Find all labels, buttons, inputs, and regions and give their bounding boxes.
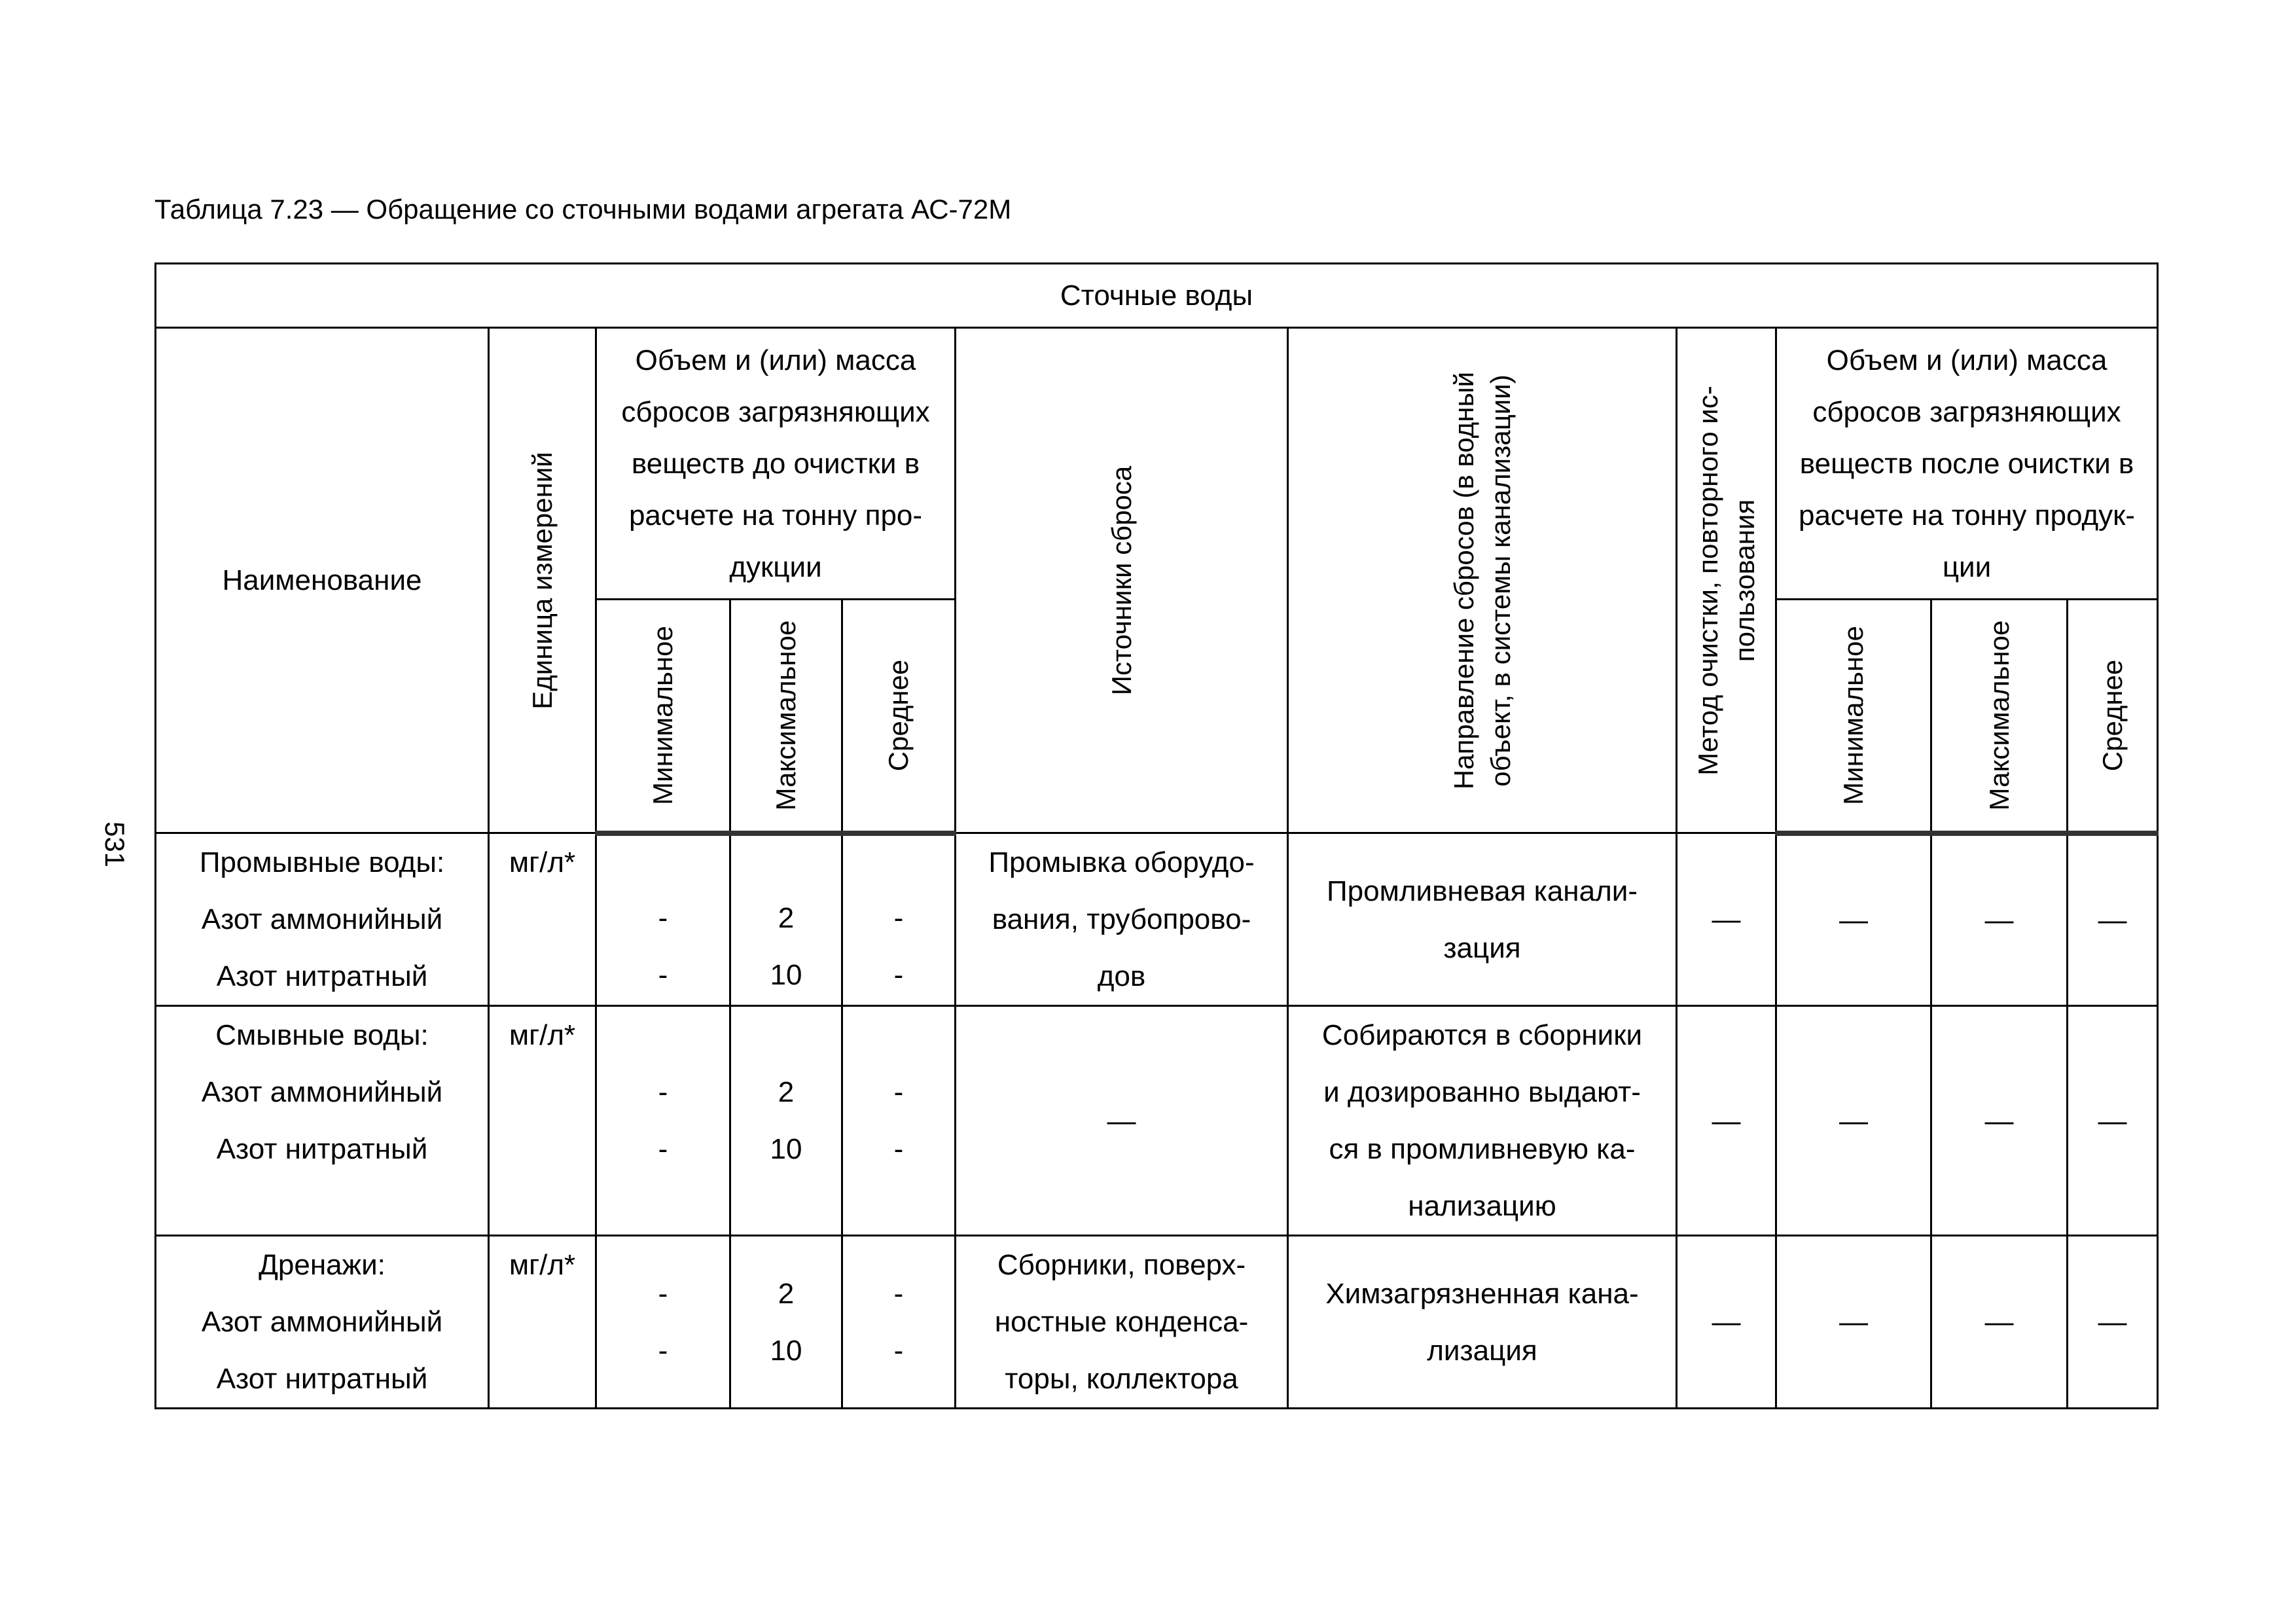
header-before: Объем и (или) масса сбросов загрязняющих веществ до очистки в расчете на тонну про-дукции: [596, 328, 956, 600]
header-after-min-text: Минимальное: [1838, 625, 1869, 805]
row-unit: мг/л*: [489, 1236, 596, 1409]
row-after-max: —: [1931, 1006, 2068, 1236]
row-source: [956, 833, 1288, 1006]
row-unit: мг/л*: [489, 1006, 596, 1236]
row-method: —: [1677, 1006, 1776, 1236]
row-after-min: —: [1776, 833, 1931, 1006]
row-after-min: —: [1776, 1236, 1931, 1409]
header-after-avg-text: Среднее: [2096, 659, 2128, 772]
page-number: 531: [99, 821, 130, 868]
row-before-max: [730, 1006, 842, 1236]
row-after-avg: —: [2068, 1006, 2158, 1236]
table-caption: Таблица 7.23 — Обращение со сточными водами агрегата АС-72М: [154, 194, 1012, 225]
header-after: Объем и (или) масса сбросов загрязняющих веществ после очистки в расчете на тонну продук-ции: [1776, 328, 2158, 600]
row-before-avg: [842, 1236, 956, 1409]
header-unit-text: Единица измерений: [526, 451, 558, 710]
row-direction: [1288, 1006, 1677, 1236]
header-before-min: [596, 600, 730, 833]
header-source: [956, 328, 1288, 833]
value: -: [658, 1133, 668, 1165]
value: 2: [778, 901, 795, 934]
source-line: Сборники, поверх-: [997, 1249, 1246, 1281]
row-name-cell: [156, 833, 489, 1006]
row-before-min: [596, 1006, 730, 1236]
source-line: ностные конденса-: [994, 1306, 1249, 1338]
value: -: [658, 1277, 668, 1310]
header-after-min: [1776, 600, 1931, 833]
header-before-avg-text: Среднее: [883, 659, 914, 772]
row-group-label: Дренажи:: [259, 1249, 386, 1281]
value: -: [893, 1076, 904, 1108]
row-unit: мг/л*: [489, 833, 596, 1006]
value: -: [893, 1277, 904, 1310]
header-direction: [1288, 328, 1677, 833]
direction-line: лизация: [1427, 1334, 1537, 1367]
row-name-cell: [156, 1006, 489, 1236]
direction-line: Собираются в сборники: [1321, 1019, 1643, 1051]
direction-line: зация: [1443, 931, 1521, 964]
row-item-label: Азот нитратный: [216, 960, 428, 992]
row-group-label: Смывные воды:: [215, 1019, 429, 1051]
header-before-max: [730, 600, 842, 833]
header-before-max-text: Максимальное: [770, 620, 801, 811]
row-before-max: [730, 1236, 842, 1409]
header-name: Наименование: [156, 328, 489, 833]
header-after-max: [1931, 600, 2068, 833]
header-before-avg: [842, 600, 956, 833]
value: 10: [770, 958, 802, 991]
table-row: [156, 1236, 2158, 1409]
value: 10: [770, 1133, 802, 1165]
header-method: [1677, 328, 1776, 833]
row-after-max: —: [1931, 833, 2068, 1006]
source-line: —: [1107, 1104, 1136, 1137]
value: 10: [770, 1334, 802, 1367]
row-direction: [1288, 833, 1677, 1006]
source-line: дов: [1097, 960, 1146, 992]
row-item-label: Азот нитратный: [216, 1133, 428, 1165]
value: -: [658, 901, 668, 934]
row-after-avg: —: [2068, 1236, 2158, 1409]
value: -: [658, 1076, 668, 1108]
row-item-label: Азот аммонийный: [201, 1306, 443, 1338]
row-item-label: Азот аммонийный: [201, 1076, 443, 1108]
row-before-avg: [842, 1006, 956, 1236]
row-source: [956, 1006, 1288, 1236]
direction-line: и дозированно выдают-: [1323, 1076, 1641, 1108]
row-group-label: Промывные воды:: [199, 846, 445, 878]
value: -: [658, 958, 668, 991]
row-before-min: [596, 1236, 730, 1409]
table-title: Сточные воды: [156, 264, 2158, 328]
header-method-text: Метод очистки, повторного ис-пользования: [1692, 385, 1760, 776]
row-method: —: [1677, 1236, 1776, 1409]
value: -: [658, 1334, 668, 1367]
source-line: торы, коллектора: [1005, 1363, 1238, 1395]
value: -: [893, 958, 904, 991]
row-direction: [1288, 1236, 1677, 1409]
value: 2: [778, 1277, 795, 1310]
direction-line: Химзагрязненная кана-: [1325, 1277, 1639, 1310]
header-unit: [489, 328, 596, 833]
header-direction-text: Направление сбросов (в водный объект, в системы канализации): [1448, 371, 1516, 789]
row-after-avg: —: [2068, 833, 2158, 1006]
header-after-max-text: Максимальное: [1983, 620, 2015, 811]
row-before-min: [596, 833, 730, 1006]
direction-line: нализацию: [1408, 1190, 1556, 1222]
row-method: —: [1677, 833, 1776, 1006]
table-row: [156, 1006, 2158, 1236]
header-after-avg: [2068, 600, 2158, 833]
value: -: [893, 901, 904, 934]
header-before-min-text: Минимальное: [647, 625, 678, 805]
row-item-label: Азот нитратный: [216, 1363, 428, 1395]
source-line: вания, трубопрово-: [992, 903, 1251, 935]
direction-line: ся в промливневую ка-: [1329, 1133, 1636, 1165]
row-before-avg: [842, 833, 956, 1006]
row-item-label: Азот аммонийный: [201, 903, 443, 935]
row-after-min: —: [1776, 1006, 1931, 1236]
row-source: [956, 1236, 1288, 1409]
source-line: Промывка оборудо-: [988, 846, 1255, 878]
value: 2: [778, 1076, 795, 1108]
wastewater-table: [154, 262, 2159, 1409]
table-row: [156, 833, 2158, 1006]
direction-line: Промливневая канали-: [1327, 875, 1638, 907]
row-name-cell: [156, 1236, 489, 1409]
value: -: [893, 1133, 904, 1165]
row-before-max: [730, 833, 842, 1006]
row-after-max: —: [1931, 1236, 2068, 1409]
value: -: [893, 1334, 904, 1367]
header-source-text: Источники сброса: [1105, 465, 1137, 695]
